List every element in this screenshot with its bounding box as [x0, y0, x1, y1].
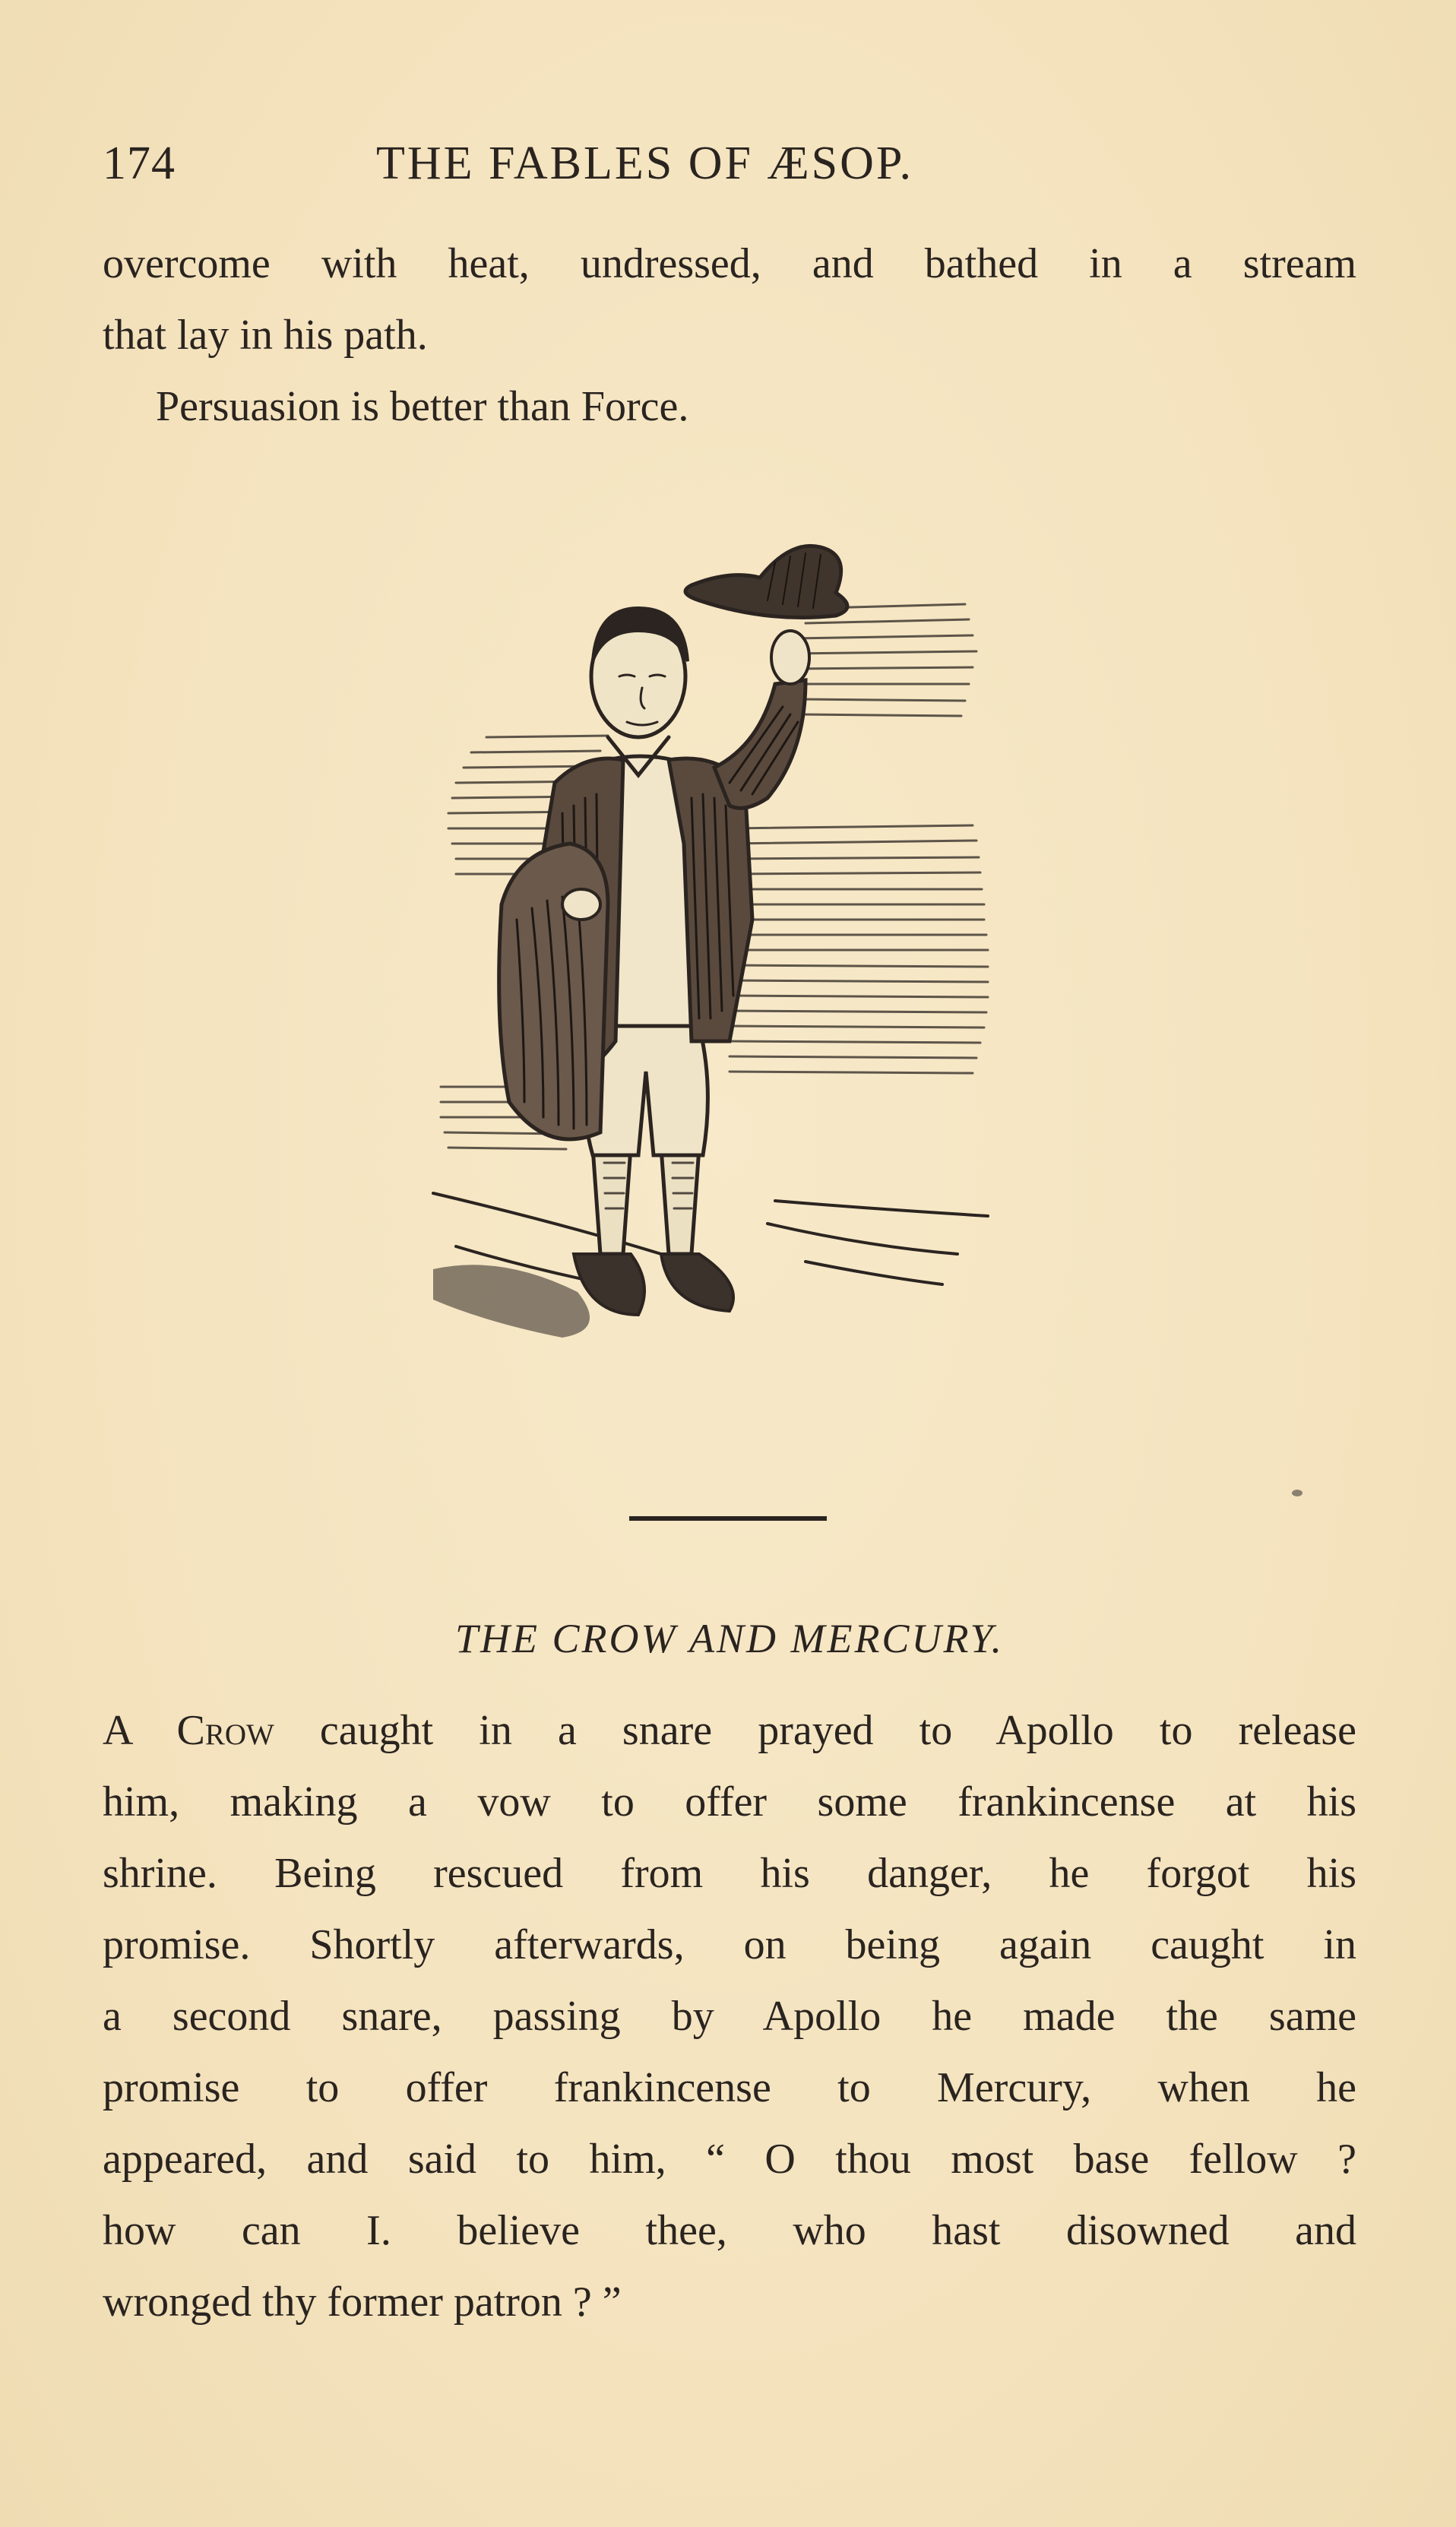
book-title: THE FABLES OF ÆSOP.: [376, 138, 914, 189]
running-head: [103, 137, 1356, 205]
fable-line: promise. Shortly afterwards, on being again caught in: [103, 1921, 1356, 1968]
engraving-man-tipping-hat-icon: [410, 494, 1018, 1406]
fable-last-line: wronged thy former patron ? ”: [103, 2278, 622, 2326]
fable-title: THE CROW AND MERCURY.: [454, 1616, 1005, 1661]
paragraph-line: that lay in his path.: [103, 312, 428, 359]
moral-text: Persuasion is better than Force.: [156, 383, 689, 430]
fable-line: a second snare, passing by Apollo he made the same: [103, 1993, 1356, 2040]
fable-line: appeared, and said to him, “ O thou most base fellow ?: [103, 2136, 1356, 2183]
lead-article: A: [103, 1707, 177, 1754]
fable-line: him, making a vow to offer some frankincense at his: [103, 1778, 1356, 1826]
ink-speck: [1292, 1490, 1302, 1496]
section-divider: [629, 1516, 827, 1521]
paragraph-line: overcome with heat, undressed, and bathed in a stream: [103, 240, 1356, 287]
page-number: 174: [103, 138, 176, 189]
fable-first-line: [103, 1695, 1356, 1766]
fable-line: promise to offer frankincense to Mercury, when he: [103, 2064, 1356, 2111]
fable-body: [103, 1695, 1356, 2338]
fable-line: how can I. believe thee, who hast disowned and: [103, 2207, 1356, 2254]
continuation-paragraph: [103, 228, 1356, 442]
lead-word-crow: Crow: [176, 1707, 274, 1754]
lead-rest: caught in a snare prayed to Apollo to release: [274, 1707, 1356, 1754]
fable-line: shrine. Being rescued from his danger, he forgot his: [103, 1850, 1356, 1897]
